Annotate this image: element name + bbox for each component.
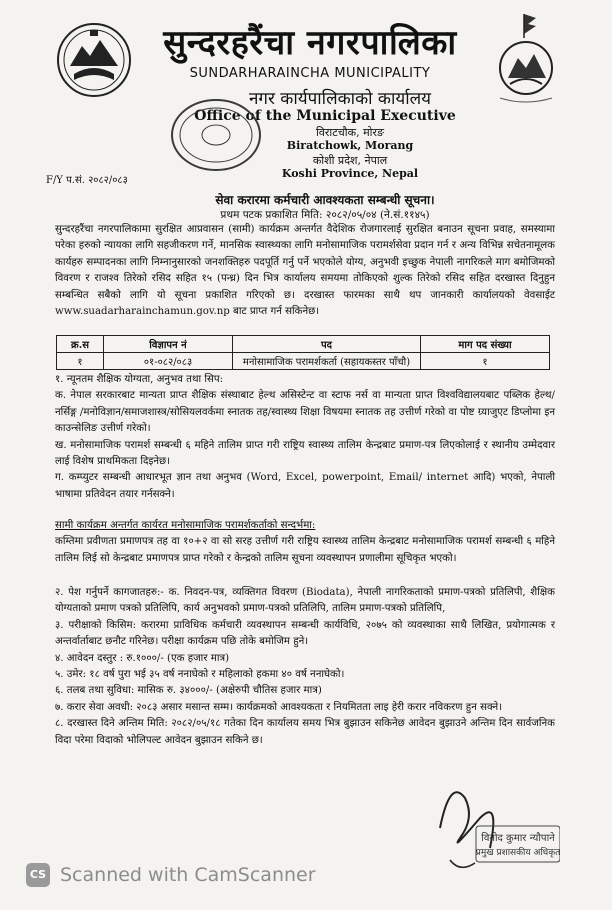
office-name-english: Office of the Municipal Executive <box>194 108 456 124</box>
point-fee: ४. आवेदन दस्तुर : रु.१०००/- (एक हजार मात्र) <box>55 652 230 664</box>
qualification-item-a: क. नेपाल सरकारबाट मान्यता प्राप्त शैक्षिक संस्थाबाट हेल्थ असिस्टेन्ट वा स्टाफ नर्स वा मान्यता प्राप्त विश्वविद्यालयबाट पब्लिक हेल्थ/नर्सिङ्ग /मनोविज्ञान/समाजशास्त्र/सोसियलवर्कमा स्नातक तह/स्वास्थ्य शिक्षा विषयमा स्नातक तह उत्तीर्ण गरेको वा पोष्ट ग्र्याजुएट डिप्लोमा इन काउन्सेलिङ उत्तीर्ण गरेको। <box>55 390 555 435</box>
point-age: ५. उमेर: १८ वर्ष पुरा भई ३५ वर्ष ननाघेको र महिलाको हकमा ४० वर्ष ननाघेको। <box>55 669 345 681</box>
col-ad-no: विज्ञापन नं <box>104 336 233 353</box>
qualification-item-c: ग. कम्प्युटर सम्बन्धी आधारभूत ज्ञान तथा अनुभव (Word, Excel, powerpoint, Email/ internet आदि) भएको, नेपाली भाषामा प्रतिवेदन तयार गर्नसक्ने। <box>55 472 555 500</box>
camscanner-icon: CS <box>26 863 50 887</box>
camscanner-watermark: Scanned with CamScanner <box>60 864 316 886</box>
government-emblem-icon <box>56 22 132 98</box>
point-salary: ६. तलब तथा सुविधा: मासिक रु. ३४०००/- (अक्षेरुपी चौतिस हजार मात्र) <box>55 685 322 697</box>
point-deadline: ८. दरखास्त दिने अन्तिम मिति: २०८२/०५/१८ गतेका दिन कार्यालय समय भित्र बुझाउन सकिनेछ आवेदन बुझाउने अन्तिम दिन सार्वजनिक विदा परेमा विदाको भोलिपल्ट आवेदन बुझाउन सकिने छ। <box>55 718 555 746</box>
col-post: पद <box>233 336 421 353</box>
publish-date: प्रथम पटक प्रकाशित मिति: २०८२/०५/०४ (ने.सं.११४५) <box>220 209 430 221</box>
notice-intro <box>55 222 555 320</box>
municipality-name-english: SUNDARHARAINCHA MUNICIPALITY <box>189 66 431 81</box>
notice-title: सेवा करारमा कर्मचारी आवश्यकता सम्बन्धी सूचना। <box>215 193 435 207</box>
place-nepali: विराटचौक, मोरङ <box>315 126 385 139</box>
cell-ad-no: ०१-०८२/०८३ <box>104 353 233 370</box>
fiscal-year-ref: F/Y प.सं. २०८२/०८३ <box>46 175 128 186</box>
point-exam: ३. परीक्षाको किसिम: करारमा प्राविधिक कर्मचारी व्यवस्थापन सम्बन्धी कार्यविधि, २०७५ को व्यवस्थाका साथै लिखित, प्रयोगात्मक र अन्तर्वार्ताबाट छनौट गरिनेछ। परीक्षा कार्यक्रम पछि तोके बमोजिम हुने। <box>55 619 555 648</box>
vacancy-table <box>56 335 550 370</box>
qualification-item-b: ख. मनोसामाजिक परामर्श सम्बन्धी ६ महिने तालिम प्राप्त गरी राष्ट्रिय स्वास्थ्य तालिम केन्द्रबाट प्रमाण-पत्र लिएकोलाई र स्थानीय उम्मेदवार लाई विशेष प्राथमिकता दिइनेछ। <box>55 439 555 468</box>
sami-section <box>55 518 555 567</box>
qualifications-section <box>55 372 555 503</box>
col-count: माग पद संख्या <box>421 336 550 353</box>
point-contract: ७. करार सेवा अवधी: २०८३ असार मसान्त सम्म। कार्यक्रमको आवश्यकता र नियमितता लाइ हेरी करार नविकरण हुन सक्ने। <box>55 701 503 713</box>
conditions-section <box>55 585 555 749</box>
cell-count: १ <box>421 353 550 370</box>
signature <box>420 768 560 878</box>
province-english: Koshi Province, Nepal <box>281 167 419 180</box>
office-name-nepali: नगर कार्यपालिकाको कार्यालय <box>248 89 432 109</box>
point-documents: २. पेश गर्नुपर्ने कागजातहरु:- क. निवदन-पत्र, व्यक्तिगत विवरण (Biodata), नेपाली नागरिकताको प्रमाण-पत्रको प्रतिलिपी, शैक्षिक योग्यताको प्रमाण पत्रको प्रतिलिपि, कार्य अनुभवको प्रमाण-पत्रको प्रतिलिपि, तालिम प्रमाण-पत्रको प्रतिलिपि, <box>55 587 555 615</box>
col-sn: क्र.स <box>57 336 104 353</box>
municipality-name-nepali: सुन्दरहरैंचा नगरपालिका <box>163 23 457 63</box>
cell-post: मनोसामाजिक परामर्शकर्ता (सहायकस्तर पाँचौ) <box>233 353 421 370</box>
table-row <box>57 353 550 370</box>
qualifications-heading: १. न्यूनतम शैक्षिक योग्यता, अनुभव तथा सिप: <box>55 374 224 385</box>
municipality-logo-icon <box>494 12 558 108</box>
intro-paragraph: सुन्दरहरैंचा नगरपालिकामा सुरक्षित आप्रवासन (सामी) कार्यक्रम अन्तर्गत वैदेशिक रोजगारलाई सुरक्षित बनाउन सूचना प्रवाह, समस्यामा परेका हरुको न्यायका लागि सहजीकरण गर्ने, मानसिक स्वास्थ्यका लागि मनोसामाजिक परामर्शसेवा प्रदान गर्न र अन्य विभिन्न सचेतनामूलक कार्यहरु सम्पादनका लागि निम्नानुसारको जनशक्तिहरु पदपूर्ति गर्नु पर्ने भएकोले योग्य, अनुभवी इच्छुक नेपाली नागरिकले माग बमोजिमको विवरण र राजश्व तिरेको रसिद सहित १५ (पन्ध्र) दिन भित्र कार्यालय समयमा तोकिएको शुल्क तिरेको रसिद सहित दरखास्त दिनुहुन सम्बन्धित सबैको लागि यो सूचना प्रकाशित गरिएको छ। दरखास्त फारमका साथै थप जानकारी कार्यालयको वेवसाईट www.suadarharainchamun.gov.np बाट प्राप्त गर्न सकिनेछ। <box>55 224 555 318</box>
office-seal-stamp <box>168 96 264 174</box>
province-nepali: कोशी प्रदेश, नेपाल <box>312 154 388 167</box>
table-header-row <box>57 336 550 353</box>
signature-name: विनोद कुमार न्यौपाने <box>481 833 555 844</box>
signature-title: प्रमुख प्रशासकीय अधिकृत <box>475 848 560 858</box>
sami-text: कम्तिमा प्रवीणता प्रमाणपत्र तह वा १०+२ वा सो सरह उत्तीर्ण गरी राष्ट्रिय स्वास्थ्य तालिम केन्द्रबाट मनोसामाजिक परामर्श सम्बन्धी ६ महिने तालिम लिई सो केन्द्रबाट प्रमाणपत्र प्राप्त गरेको र केन्द्रको तालिम सूचना व्यवस्थापन प्रणालीमा सूचिकृत भएको। <box>55 536 555 564</box>
cell-sn: १ <box>57 353 104 370</box>
sami-heading: सामी कार्यक्रम अन्तर्गत कार्यरत मनोसामाजिक परामर्शकर्ताको सन्दर्भमा: <box>55 520 316 531</box>
place-english: Biratchowk, Morang <box>286 139 414 152</box>
